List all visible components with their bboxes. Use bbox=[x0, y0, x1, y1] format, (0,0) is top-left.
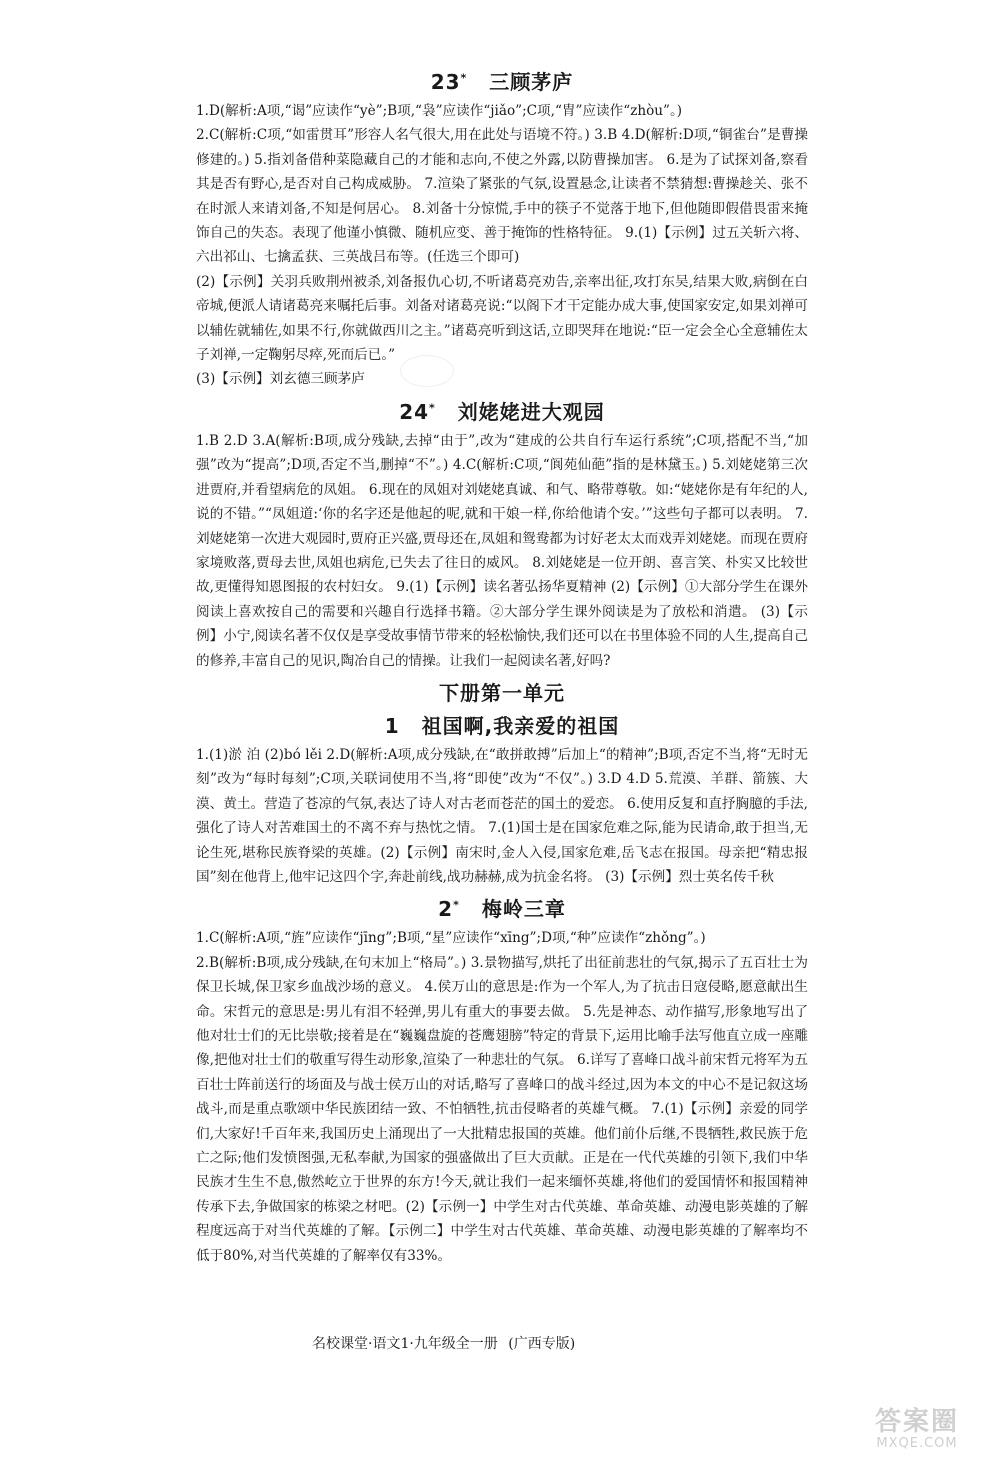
faint-stamp bbox=[400, 355, 454, 387]
section-title-text: 梅岭三章 bbox=[481, 897, 566, 922]
answer-page bbox=[196, 62, 808, 1268]
answer-paragraph: 1.D(解析:A项,“谒”应读作“yè”;B项,“袅”应读作“jiǎo”;C项,“胄”应读作“zhòu”。) bbox=[196, 103, 683, 119]
site-watermark bbox=[850, 1408, 984, 1456]
section-title-text: 三顾茅庐 bbox=[489, 70, 574, 94]
answer-paragraph: 2.C(解析:C项,“如雷贯耳”形容人名气很大,用在此处与语境不符。) 3.B 4.D(解析:D项,“铜雀台”是曹操修建的。) 5.指刘备借种菜隐藏自己的才能和志向,不使之外露,以防曹操加害。 6.是为了试探刘备,察看其是否有野心,是否对自己构成威胁。 7.渲染了紧张的气氛,设置悬念,让读者不禁猜想:曹操趁关、张不在时派人来请刘备,不知是何居心。 8.刘备十分惊慌,手中的筷子不觉落于地下,但他随即假借畏雷来掩饰自己的失态。表现了他谨小慎微、随机应变、善于掩饰的性格特征。 9.(1)【示例】过五关斩六将、六出祁山、七擒孟获、三英战吕布等。(任选三个即可) bbox=[196, 127, 808, 266]
answer-paragraph: 1.C(解析:A项,“旌”应读作“jīng”;B项,“星”应读作“xīng”;D项,“种”应读作“zhǒng”。) bbox=[196, 930, 706, 947]
section-title-text: 刘姥姥进大观园 bbox=[457, 399, 605, 424]
page-footer bbox=[312, 1333, 712, 1353]
answer-paragraph: 2.B(解析:B项,成分残缺,在句末加上“格局”。) 3.景物描写,烘托了出征前悲壮的气氛,揭示了五百壮士为保卫长城,保卫家乡血战沙场的意义。 4.侯万山的意思是:作为一个军人,为了抗击日寇侵略,愿意献出生命。宋哲元的意思是:男儿有泪不轻弹,男儿有重大的事要去做。 5.先是神态、动作描写,形象地写出了他对壮士们的无比崇敬;接着是在“巍巍盘旋的苍鹰翅膀”特定的背景下,运用比喻手法写他直立成一座雕像,把他对壮士们的敬重写得生动形象,渲染了一种悲壮的气氛。 6.详写了喜峰口战斗前宋哲元将军为五百壮士阵前送行的场面及与战士侯万山的对话,略写了喜峰口的战斗经过,因为本文的中心不是记叙这场战斗,而是重点歌颂中华民族团结一致、不怕牺牲,抗击侵略者的英雄气概。 7.(1)【示例】亲爱的同学们,大家好!千百年来,我国历史上涌现出了一大批精忠报国的英雄。他们前仆后继,不畏牺牲,救民族于危亡之际;他们发愤图强,无私奉献,为国家的强盛做出了巨大贡献。正是在一代代英雄的引领下,我们中华民族才生生不息,傲然屹立于世界的东方!今天,就让我们一起来缅怀英雄,将他们的爱国情怀和报国精神传承下去,争做国家的栋梁之材吧。(2)【示例一】中学生对古代英雄、革命英雄、动漫电影英雄的了解程度远高于对当代英雄的了解。【示例二】中学生对古代英雄、革命英雄、动漫电影英雄的了解率均不低于80%,对当代英雄的了解率仅有33%。 bbox=[196, 954, 808, 1264]
answer-paragraph: (3)【示例】刘玄德三顾茅庐 bbox=[196, 371, 365, 388]
section-title-24: 24* 刘姥姥进大观园 bbox=[399, 399, 605, 424]
watermark-logo-text: 答案圈 bbox=[874, 1407, 959, 1437]
answer-paragraph: (2)【示例】关羽兵败荆州被杀,刘备报仇心切,不听诸葛亮劝告,亲率出征,攻打东吴,结果大败,病倒在白帝城,便派人请诸葛亮来嘱托后事。刘备对诸葛亮说:“以阁下才干定能办成大事,使国家安定,如果刘禅可以辅佐就辅佐,如果不行,你就做西川之主。”诸葛亮听到这话,立即哭拜在地说:“臣一定会全心全意辅佐太子刘禅,一定鞠躬尽瘁,死而后已。” bbox=[196, 273, 808, 364]
section-title-1: 1 祖国啊,我亲爱的祖国 bbox=[384, 713, 620, 738]
answer-paragraph: 1.(1)淤 泊 (2)bó lěi 2.D(解析:A项,成分残缺,在“敢拼敢搏”后加上“的精神”;B项,否定不当,将“无时无刻”改为“每时每刻”;C项,关联词使用不当,将“即使”改为“不仅”。) 3.D 4.D 5.荒漠、羊群、箭簇、大漠、黄土。营造了苍凉的气氛,表达了诗人对古老而苍茫的国土的爱恋。 6.使用反复和直抒胸臆的手法,强化了诗人对苦难国土的不离不弃与热忱之情。 7.(1)国士是在国家危难之际,能为民请命,敢于担当,无论生死,堪称民族脊梁的英雄。(2)【示例】南宋时,金人入侵,国家危难,岳飞志在报国。母亲把“精忠报国”刻在他背上,他牢记这四个字,奔赴前线,战功赫赫,成为抗金名将。 (3)【示例】烈士英名传千秋 bbox=[196, 746, 808, 885]
unit-title: 下册第一单元 bbox=[439, 680, 565, 705]
footer-edition: (广西专版) bbox=[508, 1336, 576, 1352]
section-title-23: 23* 三顾茅庐 bbox=[430, 70, 574, 94]
answer-paragraph: 1.B 2.D 3.A(解析:B项,成分残缺,去掉“由于”,改为“建成的公共自行车运行系统”;C项,搭配不当,“加强”改为“提高”;D项,否定不当,删掉“不”。) 4.C(解析:C项,“阆苑仙葩”指的是林黛玉。) 5.刘姥姥第三次进贾府,并看望病危的凤姐。 6.现在的凤姐对刘姥姥真诚、和气、略带尊敬。如:“姥姥你是有年纪的人,说的不错。”“凤姐道:‘你的名字还是他起的呢,就和干娘一样,你给他请个安。’”这些句子都可以表明。 7.刘姥姥第一次进大观园时,贾府正兴盛,贾母还在,凤姐和鸳鸯都为讨好老太太而戏弄刘姥姥。而现在贾府家境败落,贾母去世,凤姐也病危,已失去了往日的威风。 8.刘姥姥是一位开朗、喜言笑、朴实又比较世故,更懂得知恩图报的农村妇女。 9.(1)【示例】读名著弘扬华夏精神 (2)【示例】①大部分学生在课外阅读上喜欢按自己的需要和兴趣自行选择书籍。②大部分学生课外阅读是为了放松和消遣。 (3)【示例】小宁,阅读名著不仅仅是享受故事情节带来的轻松愉快,我们还可以在书里体验不同的人生,提高自己的修养,丰富自己的见识,陶冶自己的情操。让我们一起阅读名著,好吗? bbox=[196, 432, 808, 669]
section-title-2: 2* 梅岭三章 bbox=[438, 897, 566, 922]
section-title-text: 祖国啊,我亲爱的祖国 bbox=[421, 713, 620, 738]
watermark-url: MXQE.COM bbox=[876, 1436, 958, 1451]
footer-book-title: 名校课堂·语文1·九年级全一册 bbox=[312, 1336, 498, 1352]
